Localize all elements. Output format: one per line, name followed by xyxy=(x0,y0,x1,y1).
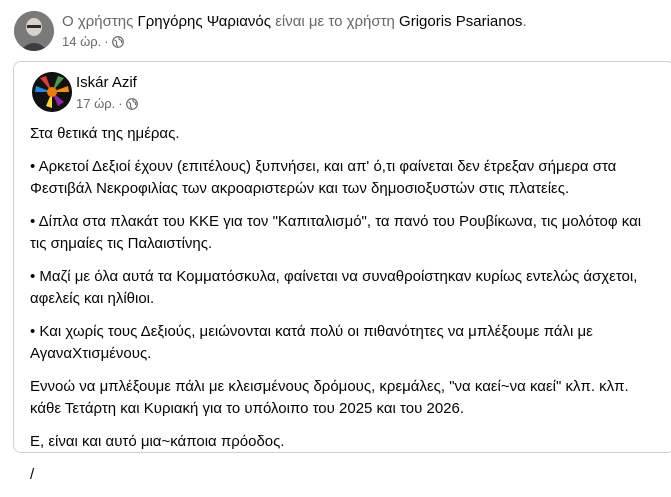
post-body xyxy=(30,123,660,497)
post-timestamp[interactable]: 14 ώρ. xyxy=(62,34,102,49)
author-photo xyxy=(14,11,54,51)
shared-post-timestamp[interactable]: 17 ώρ. xyxy=(76,96,116,111)
shared-meta-separator: · xyxy=(118,96,123,111)
shared-author-name-link[interactable]: Iskár Azif xyxy=(76,74,137,91)
shared-post-card[interactable] xyxy=(13,61,671,483)
shared-author-avatar[interactable] xyxy=(32,72,72,112)
post-header xyxy=(14,11,664,51)
post-paragraph: • Και χωρίς τους Δεξιούς, μειώνονται κατά πολύ οι πιθανότητες να μπλέξουμε πάλι με ΑγαναΧτισμένους. xyxy=(30,323,593,362)
author-avatar[interactable] xyxy=(14,11,54,51)
attribution-suffix: . xyxy=(522,13,527,30)
shared-post-meta xyxy=(76,96,138,111)
post-meta xyxy=(62,34,124,49)
post-paragraph: • Αρκετοί Δεξιοί έχουν (επιτέλους) ξυπνήσει, και απ' ό,τι φαίνεται δεν έτρεξαν σήμερα στα Φεστιβάλ Νεκροφιλίας των ακροαριστερών και των δημοσιοξυστών στις πλατείες. xyxy=(30,158,617,197)
post-attribution xyxy=(62,13,527,30)
shared-author-photo xyxy=(32,72,72,112)
post-paragraph: Εννοώ να μπλέξουμε πάλι με κλεισμένους δρόμους, κρεμάλες, "να καεί~να καεί" κλπ. κλπ. κάθε Τετάρτη και Κυριακή για το υπόλοιπο του 2025 και του 2026. xyxy=(30,378,629,417)
attribution-middle: είναι με το χρήστη xyxy=(275,13,395,30)
tagged-user-link[interactable]: Grigoris Psarianos xyxy=(399,13,523,30)
attribution-prefix: Ο χρήστης xyxy=(62,13,134,30)
post-paragraph: Στα θετικά της ημέρας. xyxy=(30,125,180,142)
post-paragraph: Ε, είναι και αυτό μια~κάποια πρόοδος. xyxy=(30,433,285,450)
meta-separator: · xyxy=(104,34,109,49)
globe-icon[interactable] xyxy=(112,36,124,48)
author-name-link[interactable]: Γρηγόρης Ψαριανός xyxy=(137,13,272,30)
post-paragraph: / xyxy=(30,466,35,483)
shared-post-header xyxy=(32,72,632,112)
post-paragraph: • Μαζί με όλα αυτά τα Κομματόσκυλα, φαίνεται να συναθροίστηκαν κυρίως εντελώς άσχετοι, αφελείς και ηλίθιοι. xyxy=(30,268,638,307)
globe-icon[interactable] xyxy=(126,98,138,110)
post-paragraph: • Δίπλα στα πλακάτ του ΚΚΕ για τον "Καπιταλισμό", τα πανό του Ρουβίκωνα, τις μολότοφ και τις σημαίες τις Παλαιστίνης. xyxy=(30,213,642,252)
